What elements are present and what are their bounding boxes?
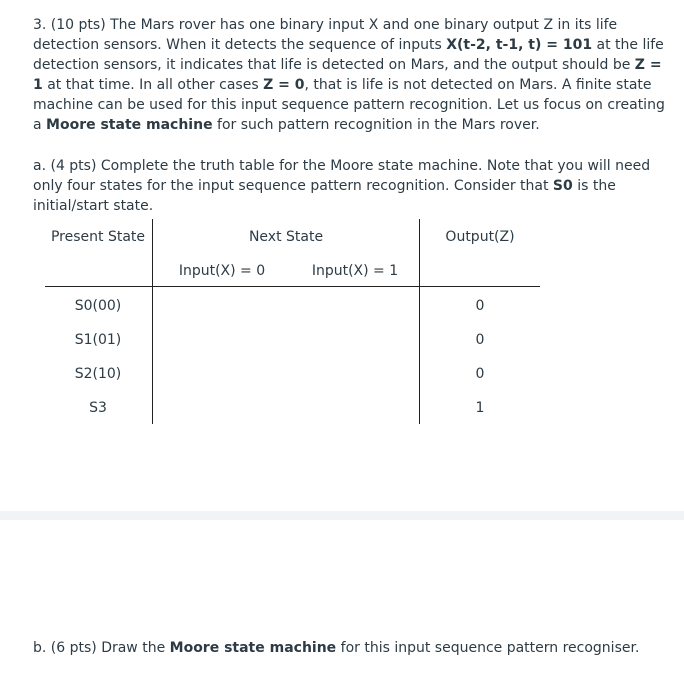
row-s3-state: S3	[89, 400, 107, 416]
question-3-text: 3. (10 pts) The Mars rover has one binary input X and one binary output Z in its life detection sensors. When it detects the sequence of inputs X(t-2, t-1, t) = 101 at the life detection sensors, it indicates that life is detected on Mars, and the output should be Z = 1 at that time. In all other cases Z = 0, that is life is not detected on Mars. A finite state machine can be used for this input sequence pattern recognition. Let us focus on creating a Moore state machine for such pattern recognition in the Mars rover.	[33, 17, 665, 133]
header-input-x0: Input(X) = 0	[178, 263, 266, 279]
part-a-text: a. (4 pts) Complete the truth table for the Moore state machine. Note that you will need only four states for the input sequence pattern recognition. Consider that S0 is the initial/start state.	[33, 158, 651, 214]
row-s1-output: 0	[475, 332, 485, 348]
row-s1-state: S1(01)	[74, 332, 122, 348]
moore-highlight: Moore state machine	[46, 117, 213, 133]
row-s2-state: S2(10)	[74, 366, 122, 382]
table-divider-left	[152, 219, 153, 424]
row-s0-state: S0(00)	[74, 298, 122, 314]
table-divider-right	[419, 219, 420, 424]
row-s3-output: 1	[475, 400, 485, 416]
part-b-text: b. (6 pts) Draw the Moore state machine for this input sequence pattern recogniser.	[33, 640, 640, 656]
row-s0-output: 0	[475, 298, 485, 314]
table-header-rule	[45, 286, 540, 287]
section-separator	[0, 511, 684, 520]
moore-highlight-b: Moore state machine	[169, 640, 337, 656]
sequence-highlight: X(t-2, t-1, t) = 101	[446, 37, 593, 53]
header-input-x1: Input(X) = 1	[311, 263, 399, 279]
header-next-state: Next State	[248, 229, 324, 245]
row-s2-output: 0	[475, 366, 485, 382]
header-present-state: Present State	[50, 229, 146, 245]
z0-highlight: Z = 0	[263, 77, 305, 93]
s0-highlight: S0	[552, 178, 573, 194]
header-output: Output(Z)	[445, 229, 515, 245]
z1-highlight: Z = 1	[33, 57, 662, 93]
